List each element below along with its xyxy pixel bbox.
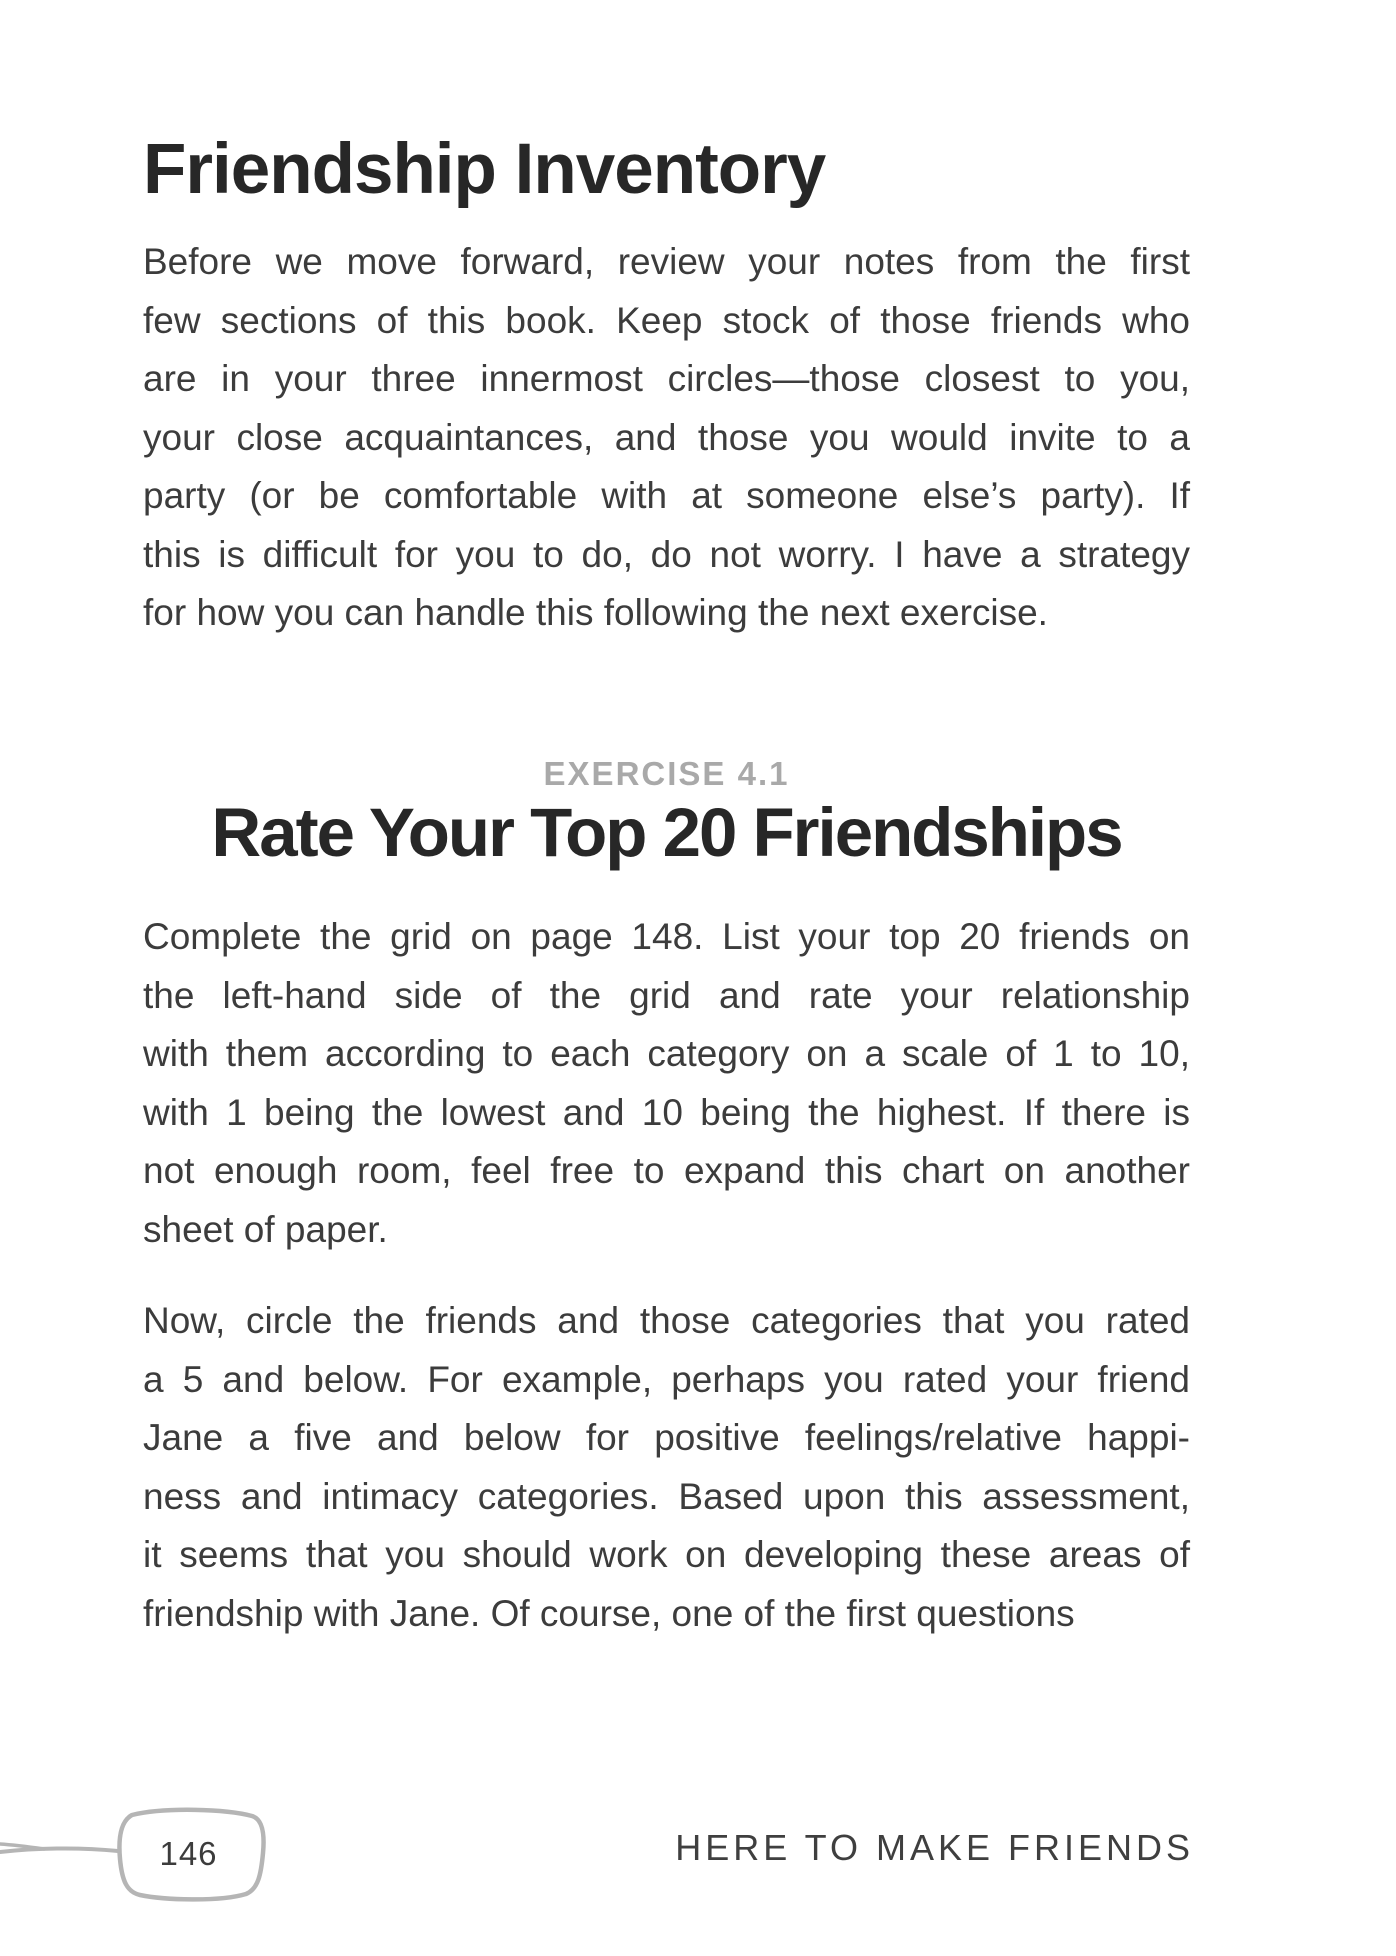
paragraph-line: are in your three innermost circles—those closest to you, — [143, 358, 1190, 399]
paragraph-line: Jane a five and below for positive feelings/relative happi- — [143, 1417, 1190, 1458]
paragraph-line: Now, circle the friends and those categories that you rated — [143, 1300, 1190, 1341]
exercise-label: EXERCISE 4.1 — [543, 755, 790, 792]
page-number: 146 — [159, 1835, 218, 1872]
paragraph-line: not enough room, feel free to expand this chart on another — [143, 1150, 1190, 1191]
paragraph-line: it seems that you should work on developing these areas of — [143, 1534, 1190, 1575]
exercise-paragraph-1 — [143, 908, 1190, 1259]
exercise-paragraph-2 — [143, 1292, 1190, 1643]
intro-paragraph — [143, 233, 1190, 643]
paragraph-line: the left-hand side of the grid and rate your relationship — [143, 974, 1190, 1016]
paragraph-line: party (or be comfortable with at someone else’s party). If — [143, 475, 1190, 516]
paragraph-line: with 1 being the lowest and 10 being the highest. If there is — [143, 1091, 1190, 1133]
exercise-title: Rate Your Top 20 Friendships — [211, 794, 1122, 871]
paragraph-line: this is difficult for you to do, do not worry. I have a strategy — [143, 533, 1190, 575]
margin-line — [0, 1848, 118, 1852]
paragraph-line: Before we move forward, review your notes from the first — [143, 241, 1190, 282]
paragraph-line: a 5 and below. For example, perhaps you rated your friend — [143, 1358, 1190, 1400]
paragraph-line: friendship with Jane. Of course, one of the first questions — [143, 1592, 1075, 1634]
paragraph-line: your close acquaintances, and those you would invite to a — [143, 416, 1190, 458]
paragraph-line: Complete the grid on page 148. List your top 20 friends on — [143, 916, 1190, 957]
paragraph-line: with them according to each category on a scale of 1 to 10, — [143, 1033, 1190, 1074]
paragraph-line: ness and intimacy categories. Based upon this assessment, — [143, 1475, 1190, 1517]
page-title: Friendship Inventory — [143, 130, 826, 209]
paragraph-line: sheet of paper. — [143, 1208, 388, 1250]
paragraph-line: for how you can handle this following the next exercise. — [143, 592, 1048, 633]
running-footer-title: HERE TO MAKE FRIENDS — [675, 1827, 1194, 1868]
paragraph-line: few sections of this book. Keep stock of those friends who — [143, 299, 1190, 341]
